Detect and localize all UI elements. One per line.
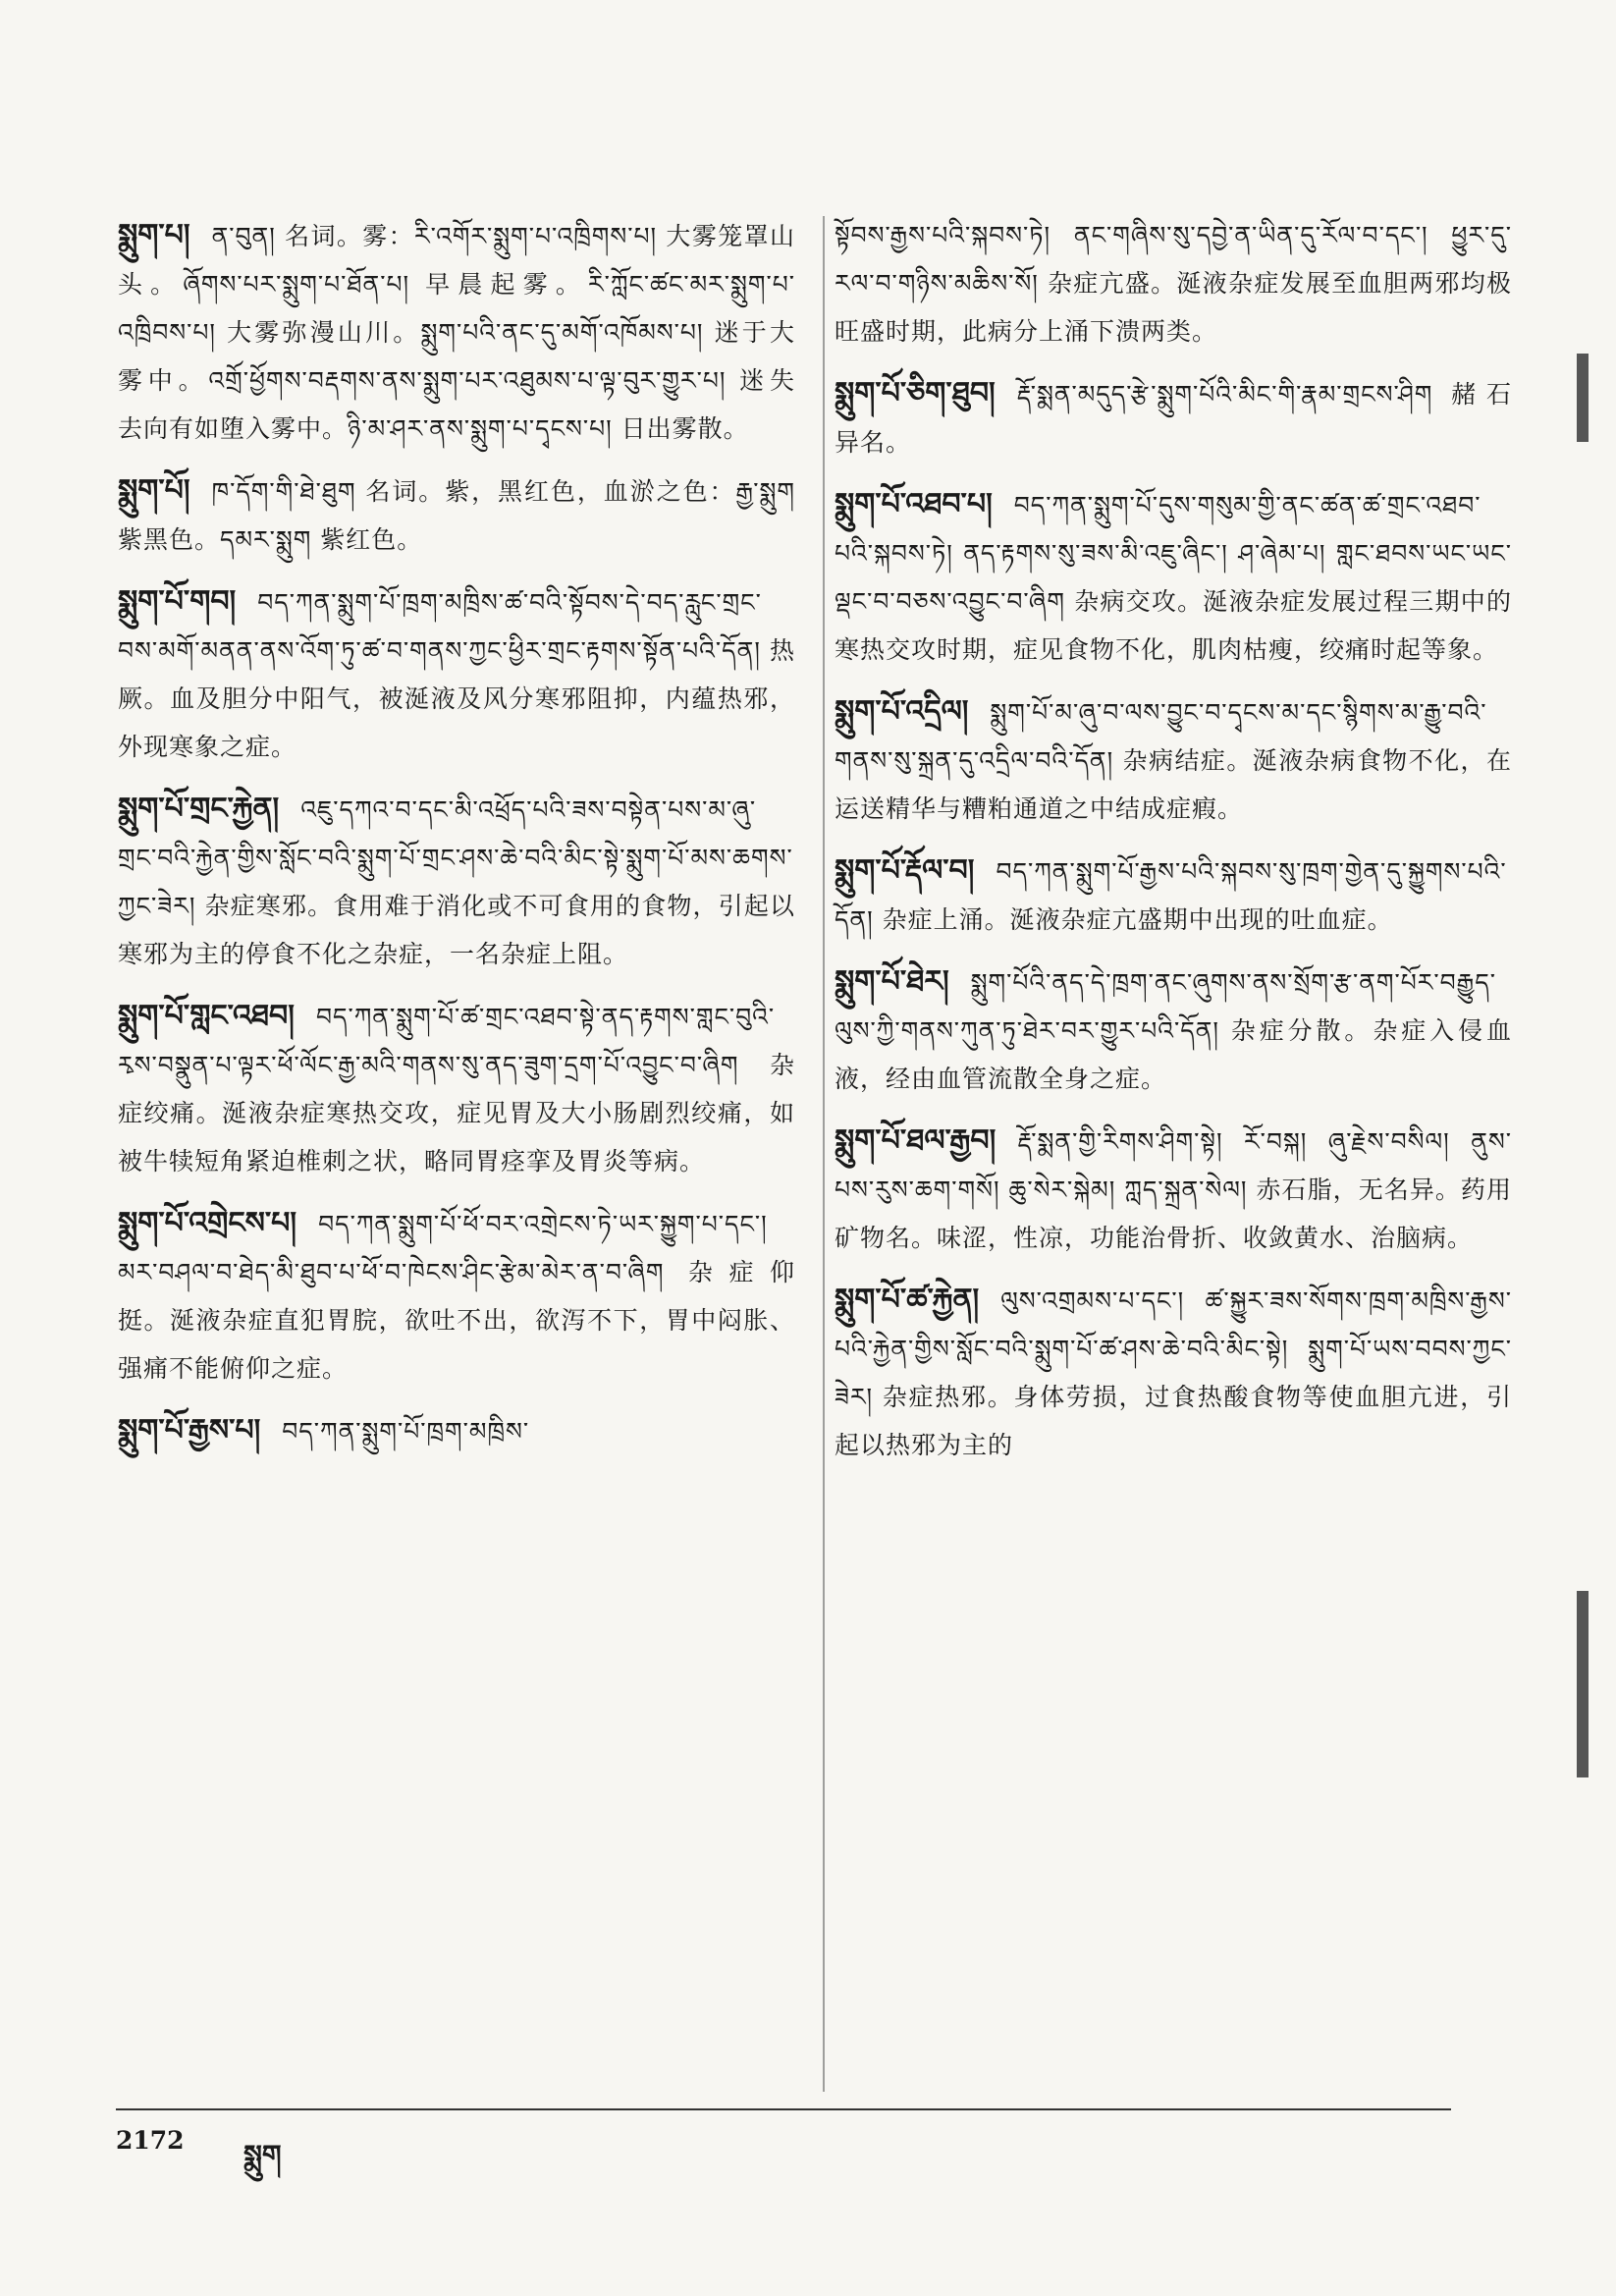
entry-headword: སྨུག་པོ་གླང་འཐབ། xyxy=(118,999,295,1033)
entry-headword: སྨུག་པོ་ཚ་རྐྱེན། xyxy=(835,1283,980,1317)
dictionary-entry xyxy=(835,957,1512,1103)
column-divider xyxy=(823,216,825,2092)
dictionary-entry xyxy=(835,480,1512,674)
entry-definition: བད་ཀན་སྨུག་པོ་ཚ་གྲང་འཐབ་སྟེ་ནད་རྟགས་གླང་བུའི་རྭས་བསྣུན་པ་ལྟར་ཕོ་ལོང་རྒྱ་མའི་གནས་སུ་ནད་ཟུག་དྲག་པོ་འབྱུང་བ་ཞིག 杂症绞痛。涎液杂症寒热交攻，症见胃及大小肠剧烈绞痛，如被牛犊短角紧迫椎刺之状，略同胃痉挛及胃炎等病。 xyxy=(118,1003,795,1175)
right-column xyxy=(835,211,1512,1483)
page-footer xyxy=(0,2097,1616,2214)
entry-definition: ལུས་འགྲམས་པ་དང་། ཚ་སྐྱུར་ཟས་སོགས་ཁྲག་མཁྲིས་རྒྱས་པའི་རྐྱེན་གྱིས་སློང་བའི་སྨུག་པོ་ཚ་ཤས་ཆེ་བའི་མིང་སྟེ། སྨུག་པོ་ཡས་བབས་ཀྱང་ཟེར། 杂症热邪。身体劳损，过食热酸食物等使血胆亢进，引起以热邪为主的 xyxy=(835,1286,1512,1459)
entry-headword: སྨུག་པོ། xyxy=(118,473,190,508)
dictionary-entry xyxy=(118,992,795,1185)
entry-headword: སྨུག་པོ་གྲང་རྐྱེན། xyxy=(118,792,280,826)
dictionary-entry xyxy=(835,369,1512,466)
entry-headword: སྨུག་པོ་འཐབ་པ། xyxy=(835,487,993,521)
dictionary-entry xyxy=(118,1199,795,1393)
entry-definition: བད་ཀན་སྨུག་པོ་ཁྲག་མཁྲིས་ཚ་བའི་སྟོབས་དེ་བད་རླུང་གྲང་བས་མགོ་མནན་ནས་འོག་ཏུ་ཚ་བ་གནས་ཀྱང་ཕྱིར་གྲང་རྟགས་སྟོན་པའི་དོན། 热厥。血及胆分中阳气，被涎液及风分寒邪阻抑，内蕴热邪，外现寒象之症。 xyxy=(118,588,795,761)
entry-headword: སྨུག་པོ་གབ། xyxy=(118,584,237,619)
dictionary-entry xyxy=(835,1117,1512,1262)
dictionary-entry xyxy=(835,687,1512,833)
dictionary-entry xyxy=(118,466,795,564)
dictionary-entry xyxy=(835,1276,1512,1469)
page-number: 2172 xyxy=(116,2126,185,2155)
entry-definition: རྡོ་སྨན་མདུད་རྩེ་སྨུག་པོའི་མིང་གི་རྣམ་གྲངས་ཤིག 赭石异名。 xyxy=(835,380,1512,457)
dictionary-entry xyxy=(118,1406,795,1455)
entry-headword: སྨུག་པོ་ཐལ་རྒྱབ། xyxy=(835,1123,997,1158)
dictionary-entry xyxy=(118,577,795,771)
entry-definition: སྨུག་པོའི་ནད་དེ་ཁྲག་ནང་ཞུགས་ནས་སྲོག་རྩ་ནག་པོར་བརྒྱུད་ལུས་ཀྱི་གནས་ཀུན་ཏུ་ཐེར་བར་གྱུར་པའི་དོན། 杂症分散。杂症入侵血液，经由血管流散全身之症。 xyxy=(835,968,1512,1093)
entry-headword: སྨུག་པོ་ཐེར། xyxy=(835,964,949,999)
entry-definition: ཁ་དོག་གི་ཐེ་ཐུག 名词。紫，黑红色，血淤之色：རྒྱ་སྨུག 紫黑色。དམར་སྨུག 紫红色。 xyxy=(118,477,795,554)
footer-rule xyxy=(116,2108,1451,2110)
dictionary-entry xyxy=(118,211,795,453)
dictionary-entry xyxy=(835,847,1512,944)
scan-edge-mark xyxy=(1577,354,1589,442)
entry-headword: སྨུག་པ། xyxy=(118,218,190,252)
scan-edge-mark xyxy=(1577,1591,1589,1777)
entry-definition: སྨུག་པོ་མ་ཞུ་བ་ལས་བྱུང་བ་དྭངས་མ་དང་སྙིགས་མ་རྒྱུ་བའི་གནས་སུ་སྐྲན་དུ་འདྲིལ་བའི་དོན། 杂病结症。涎液杂病食物不化，在运送精华与糟粕通道之中结成症瘕。 xyxy=(835,698,1512,823)
entry-definition: རྡོ་སྨན་གྱི་རིགས་ཤིག་སྟེ། རོ་བསྐ། ཞུ་རྗེས་བསིལ། ནུས་པས་རུས་ཆག་གསོ། ཆུ་སེར་སྐེམ། ཀླད་སྐྲན་སེལ། 赤石脂，无名异。药用矿物名。味涩，性凉，功能治骨折、收敛黄水、治脑病。 xyxy=(835,1127,1512,1252)
entry-definition: སྟོབས་རྒྱས་པའི་སྐབས་ཏེ། ནང་གཞིས་སུ་དབྱེ་ན་ཡིན་དུ་ཪོལ་བ་དང་། ཕྱུར་དུ་རལ་བ་གཉིས་མཆིས་སོ། 杂症亢盛。涎液杂症发展至血胆两邪均极旺盛时期，此病分上涌下溃两类。 xyxy=(835,221,1512,346)
running-head: སྨུག xyxy=(243,2139,282,2171)
entry-headword: སྨུག་པོ་རྡོལ་བ། xyxy=(835,853,975,888)
entry-headword: སྨུག་པོ་འགྲེངས་པ། xyxy=(118,1206,297,1240)
entry-definition: ན་བུན། 名词。雾：རི་འགོར་སྨུག་པ་འཁྲིགས་པ། 大雾笼罩山头。ཞོགས་པར་སྨུག་པ་ཐོན་པ། 早晨起雾。རི་ཀློང་ཚང་མར་སྨུག་པ་འཁྲིབས་པ། 大雾弥漫山川。སྨུག་པའི་ནང་དུ་མགོ་འཁོམས་པ། 迷于大雾中。འགྲོ་ཕྱོགས་བརྡགས་ནས་སྨུག་པར་འཐུམས་པ་ལྟ་བུར་གྱུར་པ། 迷失去向有如堕入雾中。ཉི་མ་ཤར་ནས་སྨུག་པ་དྭངས་པ། 日出雾散。 xyxy=(118,222,795,443)
entry-definition: བད་ཀན་སྨུག་པོ་དུས་གསུམ་གྱི་ནང་ཚན་ཚ་གྲང་འཐབ་པའི་སྐབས་ཏེ། ནད་རྟགས་སུ་ཟས་མི་འཇུ་ཞིང་། ཤ་ཞེམ་པ། གླང་ཐབས་ཡང་ཡང་ལྡང་བ་བཅས་འབྱུང་བ་ཞིག 杂病交攻。涎液杂症发展过程三期中的寒热交攻时期，症见食物不化，肌肉枯瘦，绞痛时起等象。 xyxy=(835,491,1512,664)
entry-definition: བད་ཀན་སྨུག་པོ་ཕོ་བར་འགྲེངས་ཏེ་ཡར་སྐྱུག་པ་དང་། མར་བཤལ་བ་ཐེད་མི་ཐུབ་པ་ཕོ་བ་ཁེངས་ཤིང་རྩེམ་མེར་ན་བ་ཞིག 杂症仰挺。涎液杂症直犯胃脘，欲吐不出，欲泻不下，胃中闷胀、强痛不能俯仰之症。 xyxy=(118,1210,795,1383)
dictionary-entry xyxy=(835,211,1512,355)
left-column xyxy=(118,211,795,1469)
entry-headword: སྨུག་པོ་ཅིག་ཐུབ། xyxy=(835,376,996,410)
entry-definition: བད་ཀན་སྨུག་པོ་ཁྲག་མཁྲིས་ xyxy=(282,1417,530,1446)
entry-headword: སྨུག་པོ་རྒྱས་པ། xyxy=(118,1413,261,1448)
entry-definition: བད་ཀན་སྨུག་པོ་རྒྱས་པའི་སྐབས་སུ་ཁྲག་གྱེན་དུ་སྐྱུགས་པའི་དོན། 杂症上涌。涎液杂症亢盛期中出现的吐血症。 xyxy=(835,857,1507,934)
entry-headword: སྨུག་པོ་འདྲིལ། xyxy=(835,694,969,729)
entry-definition: འཇུ་དཀའ་བ་དང་མི་འཕྲོད་པའི་ཟས་བསྟེན་པས་མ་ཞུ་གྲང་བའི་རྐྱེན་གྱིས་སློང་བའི་སྨུག་པོ་གྲང་ཤས་ཆེ་བའི་མིང་སྟེ་སྨུག་པོ་མས་ཆགས་ཀྱང་ཟེར། 杂症寒邪。食用难于消化或不可食用的食物，引起以寒邪为主的停食不化之杂症，一名杂症上阻。 xyxy=(118,795,795,968)
dictionary-entry xyxy=(118,785,795,978)
